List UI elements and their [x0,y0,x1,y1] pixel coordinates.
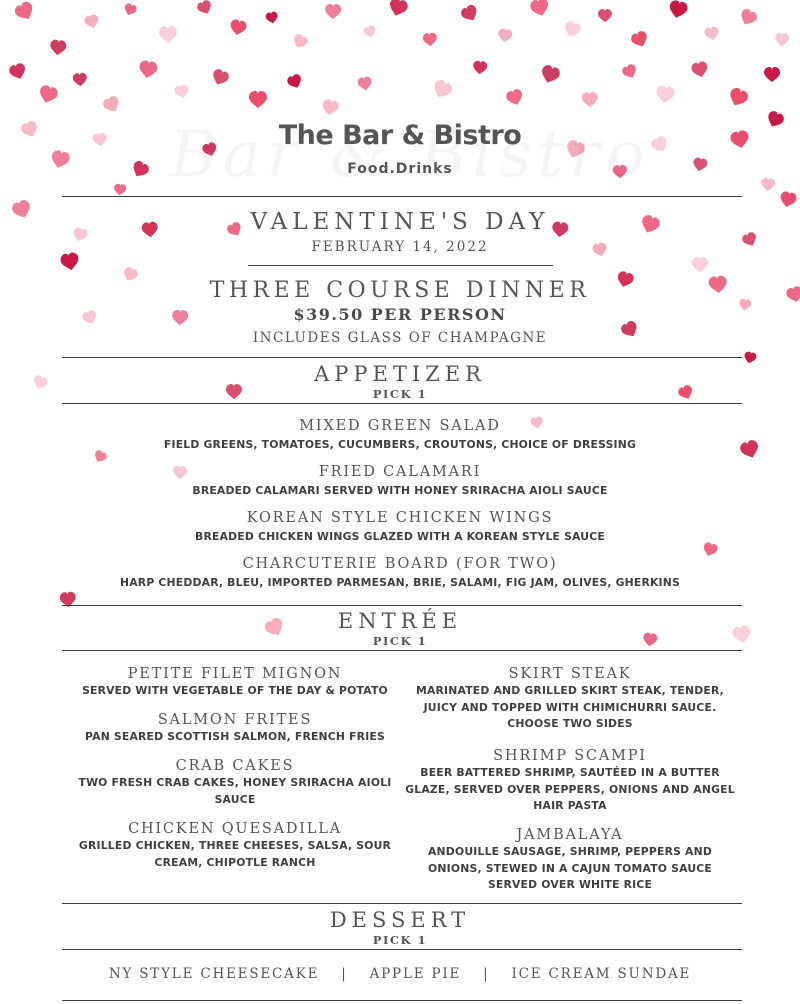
entree-item-name: JAMBALAYA [516,827,624,843]
entree-left-item [70,665,400,700]
appetizer-pick: PICK 1 [372,387,428,401]
divider [62,357,742,358]
appetizer-item-desc: FIELD GREENS, TOMATOES, CUCUMBERS, CROUTONS, CHOICE OF DRESSING [163,438,637,451]
event-date: FEBRUARY 14, 2022 [311,239,489,255]
entree-pick: PICK 1 [372,634,428,648]
includes-note: INCLUDES GLASS OF CHAMPAGNE [252,330,548,346]
dessert-item: ICE CREAM SUNDAE [511,966,692,982]
dessert-pick: PICK 1 [372,933,428,947]
appetizer-item-desc: BREADED CALAMARI SERVED WITH HONEY SRIRACHA AIOLI SAUCE [192,484,608,497]
dessert-separator: | [483,966,490,982]
entree-item-name: SALMON FRITES [157,712,313,728]
divider [62,403,742,404]
entree-item-desc: SERVED WITH VEGETABLE OF THE DAY & POTATO [82,684,388,697]
appetizer-item-name: FRIED CALAMARI [318,464,482,480]
entree-right-item [405,665,735,733]
appetizer-item-name: MIXED GREEN SALAD [299,418,501,434]
entree-item-desc: GRILLED CHICKEN, THREE CHEESES, SALSA, SOUR CREAM, CHIPOTLE RANCH [78,839,392,869]
entree-item-name: PETITE FILET MIGNON [127,666,343,682]
dessert-items [0,966,800,982]
entree-right-item [405,747,735,815]
price: $39.50 PER PERSON [293,305,507,324]
appetizer-item-name: KOREAN STYLE CHICKEN WINGS [246,510,554,526]
appetizer-item-desc: HARP CHEDDAR, BLEU, IMPORTED PARMESAN, BRIE, SALAMI, FIG JAM, OLIVES, GHERKINS [120,576,680,589]
appetizer-item-desc: BREADED CHICKEN WINGS GLAZED WITH A KOREAN STYLE SAUCE [195,530,605,543]
divider [62,650,742,651]
divider [62,903,742,904]
divider [62,1000,742,1001]
divider [62,605,742,606]
appetizer-title: APPETIZER [314,362,486,386]
dessert-separator: | [341,966,348,982]
entree-item-desc: PAN SEARED SCOTTISH SALMON, FRENCH FRIES [85,730,385,743]
event-title: VALENTINE'S DAY [250,209,550,235]
entree-item-name: CRAB CAKES [175,758,295,774]
entree-item-desc: TWO FRESH CRAB CAKES, HONEY SRIRACHA AIOLI SAUCE [78,776,392,806]
entree-left-item [70,757,400,808]
divider [62,196,742,197]
dessert-title: DESSERT [329,908,471,932]
entree-left-item [70,820,400,871]
entree-item-desc: BEER BATTERED SHRIMP, SAUTÉED IN A BUTTER GLAZE, SERVED OVER PEPPERS, ONIONS AND ANGEL HAIR PASTA [405,766,735,812]
dessert-item: NY STYLE CHEESECAKE [108,966,320,982]
entree-item-name: SKIRT STEAK [508,666,632,682]
dessert-item: APPLE PIE [369,966,462,982]
entree-item-name: CHICKEN QUESADILLA [128,821,342,837]
entree-title: ENTRÉE [337,609,463,633]
entree-left-item [70,711,400,746]
restaurant-name: The Bar & Bistro [278,120,522,151]
restaurant-tagline: Food.Drinks [347,161,453,177]
appetizer-item-name: CHARCUTERIE BOARD (FOR TWO) [242,556,558,572]
divider [248,265,553,266]
entree-item-name: SHRIMP SCAMPI [493,748,647,764]
divider [62,949,742,950]
entree-item-desc: MARINATED AND GRILLED SKIRT STEAK, TENDER, JUICY AND TOPPED WITH CHIMICHURRI SAUCE. CHOOSE TWO SIDES [416,684,724,730]
entree-item-desc: ANDOUILLE SAUSAGE, SHRIMP, PEPPERS AND ONIONS, STEWED IN A CAJUN TOMATO SAUCE SERVED OVER WHITE RICE [428,845,712,891]
dinner-title: THREE COURSE DINNER [209,278,591,303]
entree-right-item [405,826,735,894]
